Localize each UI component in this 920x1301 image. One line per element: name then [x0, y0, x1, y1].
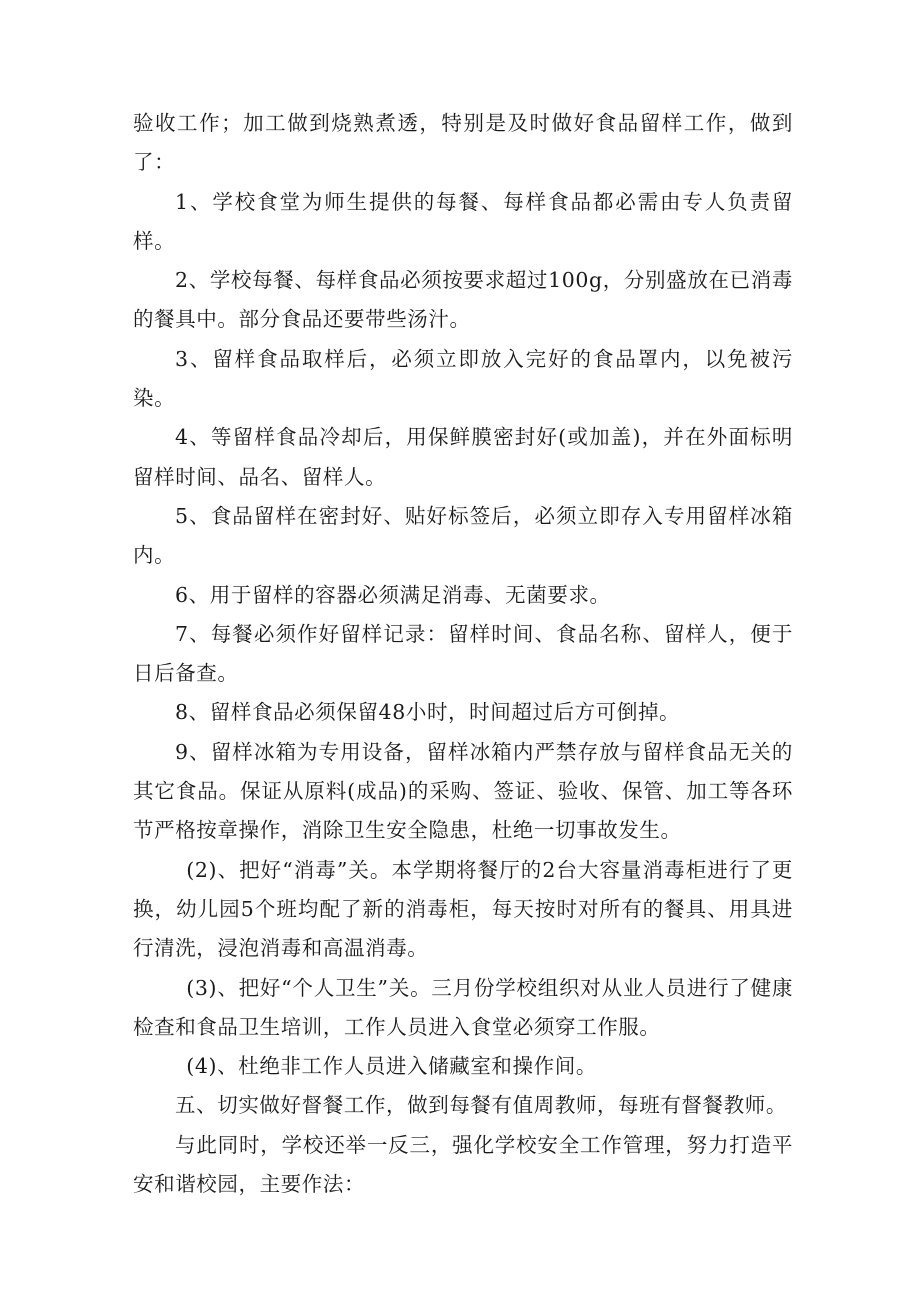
list-item-8: 8、留样食品必须保留48小时，时间超过后方可倒掉。	[175, 700, 681, 725]
document-body	[133, 104, 793, 1204]
list-item-1: 1、学校食堂为师生提供的每餐、每样食品都必需由专人负责留样。	[133, 189, 793, 253]
list-item-6: 6、用于留样的容器必须满足消毒、无菌要求。	[175, 582, 611, 607]
list-item-7: 7、每餐必须作好留样记录：留样时间、食品名称、留样人，便于日后备查。	[133, 621, 793, 686]
paragraph-continuation: 验收工作；加工做到烧熟煮透，特别是及时做好食品留样工作，做到了：	[133, 111, 793, 175]
list-item-4: 4、等留样食品冷却后，用保鲜膜密封好(或加盖)，并在外面标明留样时间、品名、留样人。	[133, 425, 793, 489]
section-five-heading: 五、切实做好督餐工作，做到每餐有值周教师，每班有督餐教师。	[175, 1093, 787, 1118]
list-item-2: 2、学校每餐、每样食品必须按要求超过100g，分别盛放在已消毒的餐具中。部分食品还要带些汤汁。	[133, 268, 793, 332]
closing-paragraph: 与此同时，学校还举一反三，强化学校安全工作管理，努力打造平安和谐校园，主要作法：	[133, 1132, 793, 1197]
list-item-9: 9、留样冰箱为专用设备，留样冰箱内严禁存放与留样食品无关的其它食品。保证从原料(成品)的采购、签证、验收、保管、加工等各环节严格按章操作，消除卫生安全隐患，杜绝一切事故发生。	[133, 739, 793, 843]
list-item-5: 5、食品留样在密封好、贴好标签后，必须立即存入专用留样冰箱内。	[133, 503, 793, 568]
sub-section-4: (4)、杜绝非工作人员进入储藏室和操作间。	[186, 1054, 597, 1079]
list-item-3: 3、留样食品取样后，必须立即放入完好的食品罩内，以免被污染。	[133, 346, 793, 411]
sub-section-3: (3)、把好“个人卫生”关。三月份学校组织对从业人员进行了健康检查和食品卫生培训，工作人员进入食堂必须穿工作服。	[133, 975, 793, 1039]
sub-section-2: (2)、把好“消毒”关。本学期将餐厅的2台大容量消毒柜进行了更换，幼儿园5个班均配了新的消毒柜，每天按时对所有的餐具、用具进行清洗，浸泡消毒和高温消毒。	[133, 857, 793, 961]
